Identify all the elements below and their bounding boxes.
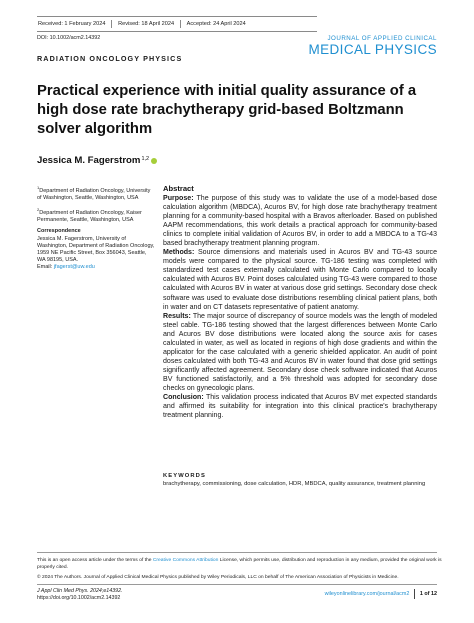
article-title: Practical experience with initial quality assurance of a high dose rate brachytherapy grid-based Boltzmann solver algorithm: [37, 83, 417, 137]
author-line: [37, 155, 157, 166]
page-number: 1 of 12: [419, 591, 437, 597]
cc-license-link[interactable]: Creative Commons Attribution: [152, 558, 219, 563]
correspondence-address: Jessica M. Fagerstrom, University of Washington, Department of Radiation Oncology, 1959 NE Pacific Street, Box 356043, Seattle, WA 98195, USA. Email: jfagerst@uw.edu: [37, 235, 155, 271]
citation-block: [37, 588, 123, 602]
footer-divider: [37, 584, 437, 585]
affiliation-1: $^1$Department of Radiation Oncology, University of Washington, Seattle, Washington, USA: [37, 185, 151, 202]
footer-separator: [414, 589, 415, 599]
article-dates: [37, 16, 317, 32]
section-label: RADIATION ONCOLOGY PHYSICS: [37, 54, 183, 63]
revised-date: Revised: 18 April 2024: [118, 21, 175, 27]
doi-link[interactable]: https://doi.org/10.1002/acm2.14392: [37, 595, 121, 602]
license-line: This is an open access article under the terms of the Creative Commons Attribution License, which permits use, distribution and reproduction in any medium, provided the original work is properly cited.: [37, 558, 442, 570]
keywords-heading: KEYWORDS: [163, 473, 206, 479]
received-date: Received: 1 February 2024: [38, 21, 106, 27]
accepted-date: Accepted: 24 April 2024: [186, 21, 246, 27]
journal-name-main: MEDICAL PHYSICS: [308, 42, 437, 57]
page-footer: [325, 589, 437, 599]
citation: J Appl Clin Med Phys. 2024;e14392.: [37, 588, 123, 594]
footer-divider: [37, 552, 437, 553]
email-link[interactable]: jfagerst@uw.edu: [53, 264, 95, 271]
orcid-icon[interactable]: [151, 158, 157, 164]
journal-name-top: JOURNAL OF APPLIED CLINICAL: [327, 35, 437, 42]
abstract: [163, 184, 437, 420]
keywords-text: brachytherapy, commissioning, dose calculation, HDR, MBDCA, quality assurance, treatment planning: [163, 481, 426, 487]
affiliation-2: $^2$Department of Radiation Oncology, Kaiser Permanente, Seattle, Washington, USA: [37, 207, 142, 224]
abstract-purpose: Purpose: The purpose of this study was to validate the use of a model-based dose calculation algorithm (MBDCA), Acuros BV, for high dose rate brachytherapy treatment planning for a community-based hospital with a Bravos afterloader. Based on published AAPM recommendations, this work details a practical approach for community-based clinics to complete initial validation of Acuros BV, in order to add a MBDCA to a TG-43 based brachytherapy treatment planning program.: [163, 195, 437, 248]
journal-logo: [308, 35, 437, 57]
author-name[interactable]: Jessica M. Fagerstrom: [37, 155, 141, 166]
copyright-line: © 2024 The Authors. Journal of Applied Clinical Medical Physics published by Wiley Periodicals, LLC on behalf of The American Association of Physicists in Medicine.: [37, 574, 399, 580]
affiliations: [37, 184, 155, 272]
abstract-results: Results: The major source of discrepancy of source models was the length of modeled steel cable. TG-186 testing showed that the largest differences between Monte Carlo and Acuros BV dose distributions were located along the source axis for cases calculated in water, as well as located in regions of high dose gradients and within the applicator for the case calculated with a generic shielded applicator. An audit of point doses calculated with both TG-43 and Acuros BV in water found that dose grid settings significantly affected agreement. Secondary dose check software indicated that Acuros BV functioned satisfactorily, and a 5% threshold was adopted for secondary dose checks on gynecologic plans.: [163, 312, 437, 392]
abstract-conclusion: Conclusion: This validation process indicated that Acuros BV met expected standards and affirmed its suitability for integration into this clinical practice's brachytherapy treatment planning.: [163, 394, 437, 420]
abstract-methods: Methods: Source dimensions and materials used in Acuros BV and TG-43 source models were compared to the physical source. TG-186 testing was completed with standardized test cases externally calculated with Monte Carlo compared to locally calculated with Acuros BV. Point doses calculated using TG-43 were compared to those calculated with Acuros BV in water at various dose grid settings. Secondary dose check software was used to evaluate dose distributions resembling clinical patient plans, both in water and on CT datasets representative of patient anatomy.: [163, 249, 438, 311]
license-notice: [37, 557, 442, 583]
article-doi: DOI: 10.1002/acm2.14392: [37, 35, 101, 41]
author-affiliation-marks: 1,2: [141, 156, 150, 162]
correspondence-heading: Correspondence: [37, 228, 81, 235]
abstract-heading: Abstract: [163, 184, 194, 193]
journal-site-link[interactable]: wileyonlinelibrary.com/journal/acm2: [324, 591, 410, 597]
